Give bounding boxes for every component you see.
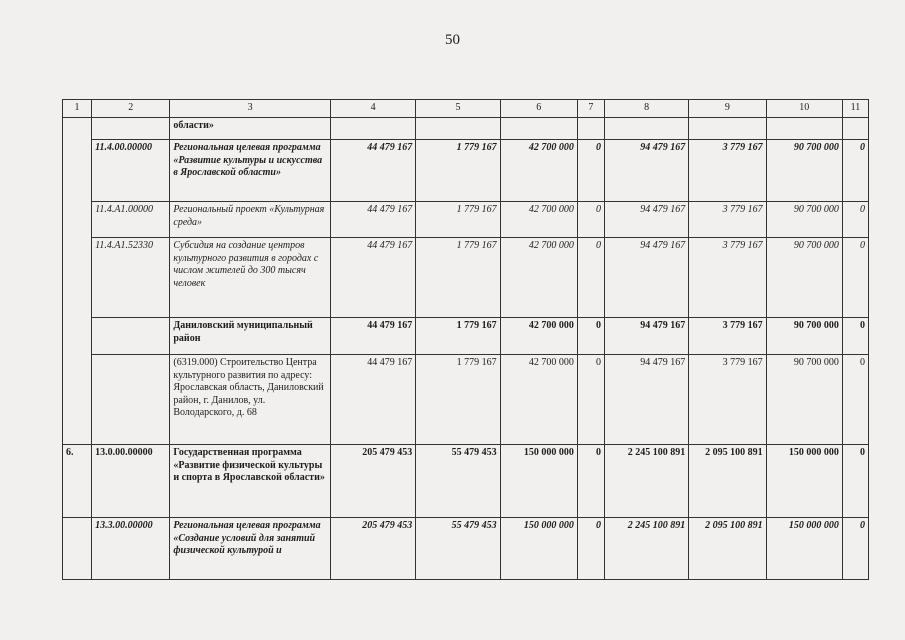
value-cell: 0	[577, 318, 604, 355]
name-cell: (6319.000) Строительство Центра культурного развития по адресу: Ярославская область, Даниловский район, г. Данилов, ул. Володарского, д. 68	[170, 355, 331, 445]
value-cell: 0	[842, 445, 868, 518]
code-cell	[92, 318, 170, 355]
value-cell: 42 700 000	[500, 318, 577, 355]
value-cell: 1 779 167	[416, 355, 500, 445]
column-header: 6	[500, 100, 577, 118]
value-cell: 150 000 000	[766, 518, 842, 580]
value-cell: 90 700 000	[766, 355, 842, 445]
column-header: 2	[92, 100, 170, 118]
budget-table	[62, 99, 869, 580]
table-row	[63, 518, 869, 580]
column-header: 5	[416, 100, 500, 118]
value-cell: 0	[842, 318, 868, 355]
value-cell: 1 779 167	[416, 202, 500, 238]
value-cell: 1 779 167	[416, 238, 500, 318]
value-cell: 0	[842, 140, 868, 202]
value-cell: 42 700 000	[500, 238, 577, 318]
value-cell: 42 700 000	[500, 355, 577, 445]
value-cell: 94 479 167	[604, 202, 688, 238]
code-cell	[92, 355, 170, 445]
value-cell	[577, 118, 604, 140]
value-cell: 3 779 167	[689, 202, 766, 238]
column-header: 4	[330, 100, 415, 118]
value-cell: 90 700 000	[766, 238, 842, 318]
table-row	[63, 355, 869, 445]
value-cell	[500, 118, 577, 140]
value-cell: 94 479 167	[604, 238, 688, 318]
value-cell: 0	[577, 202, 604, 238]
value-cell	[842, 118, 868, 140]
name-cell: Даниловский муниципальный район	[170, 318, 331, 355]
name-cell: Региональный проект «Культурная среда»	[170, 202, 331, 238]
value-cell: 90 700 000	[766, 202, 842, 238]
value-cell: 44 479 167	[330, 238, 415, 318]
value-cell: 44 479 167	[330, 140, 415, 202]
code-cell: 11.4.А1.00000	[92, 202, 170, 238]
name-cell: Региональная целевая программа «Создание условий для занятий физической культурой и	[170, 518, 331, 580]
value-cell: 3 779 167	[689, 140, 766, 202]
value-cell: 0	[577, 238, 604, 318]
value-cell: 55 479 453	[416, 445, 500, 518]
value-cell: 0	[842, 202, 868, 238]
value-cell: 0	[842, 518, 868, 580]
value-cell	[416, 118, 500, 140]
value-cell: 150 000 000	[500, 518, 577, 580]
value-cell: 0	[577, 518, 604, 580]
value-cell: 0	[842, 355, 868, 445]
value-cell	[330, 118, 415, 140]
table-row	[63, 238, 869, 318]
value-cell: 3 779 167	[689, 318, 766, 355]
column-header: 7	[577, 100, 604, 118]
table-row	[63, 445, 869, 518]
value-cell: 90 700 000	[766, 318, 842, 355]
value-cell: 1 779 167	[416, 140, 500, 202]
value-cell: 1 779 167	[416, 318, 500, 355]
column-header: 10	[766, 100, 842, 118]
value-cell: 2 095 100 891	[689, 445, 766, 518]
table-row	[63, 202, 869, 238]
row-number-cell	[63, 518, 92, 580]
column-header: 11	[842, 100, 868, 118]
value-cell: 90 700 000	[766, 140, 842, 202]
value-cell: 150 000 000	[766, 445, 842, 518]
value-cell: 44 479 167	[330, 318, 415, 355]
column-header: 9	[689, 100, 766, 118]
code-cell: 11.4.00.00000	[92, 140, 170, 202]
value-cell: 0	[842, 238, 868, 318]
table-row	[63, 118, 869, 140]
code-cell	[92, 118, 170, 140]
row-number-cell	[63, 118, 92, 445]
name-cell: Государственная программа «Развитие физической культуры и спорта в Ярославской области»	[170, 445, 331, 518]
value-cell: 42 700 000	[500, 140, 577, 202]
value-cell: 55 479 453	[416, 518, 500, 580]
value-cell: 205 479 453	[330, 518, 415, 580]
value-cell: 0	[577, 445, 604, 518]
column-header: 3	[170, 100, 331, 118]
table-row	[63, 140, 869, 202]
value-cell: 0	[577, 140, 604, 202]
value-cell: 94 479 167	[604, 355, 688, 445]
value-cell: 42 700 000	[500, 202, 577, 238]
value-cell: 44 479 167	[330, 355, 415, 445]
column-header: 8	[604, 100, 688, 118]
code-cell: 11.4.А1.52330	[92, 238, 170, 318]
table-row	[63, 318, 869, 355]
value-cell	[689, 118, 766, 140]
value-cell: 2 095 100 891	[689, 518, 766, 580]
name-cell: Субсидия на создание центров культурного развития в городах с числом жителей до 300 тысяч человек	[170, 238, 331, 318]
value-cell	[604, 118, 688, 140]
name-cell: Региональная целевая программа «Развитие культуры и искусства в Ярославской области»	[170, 140, 331, 202]
value-cell: 0	[577, 355, 604, 445]
value-cell: 3 779 167	[689, 355, 766, 445]
code-cell: 13.3.00.00000	[92, 518, 170, 580]
column-number-row	[63, 100, 869, 118]
page-number: 50	[445, 32, 460, 48]
row-number-cell: 6.	[63, 445, 92, 518]
value-cell: 44 479 167	[330, 202, 415, 238]
code-cell: 13.0.00.00000	[92, 445, 170, 518]
value-cell: 94 479 167	[604, 318, 688, 355]
column-header: 1	[63, 100, 92, 118]
value-cell: 3 779 167	[689, 238, 766, 318]
value-cell	[766, 118, 842, 140]
value-cell: 2 245 100 891	[604, 445, 688, 518]
value-cell: 205 479 453	[330, 445, 415, 518]
name-cell: области»	[170, 118, 331, 140]
value-cell: 150 000 000	[500, 445, 577, 518]
value-cell: 94 479 167	[604, 140, 688, 202]
value-cell: 2 245 100 891	[604, 518, 688, 580]
